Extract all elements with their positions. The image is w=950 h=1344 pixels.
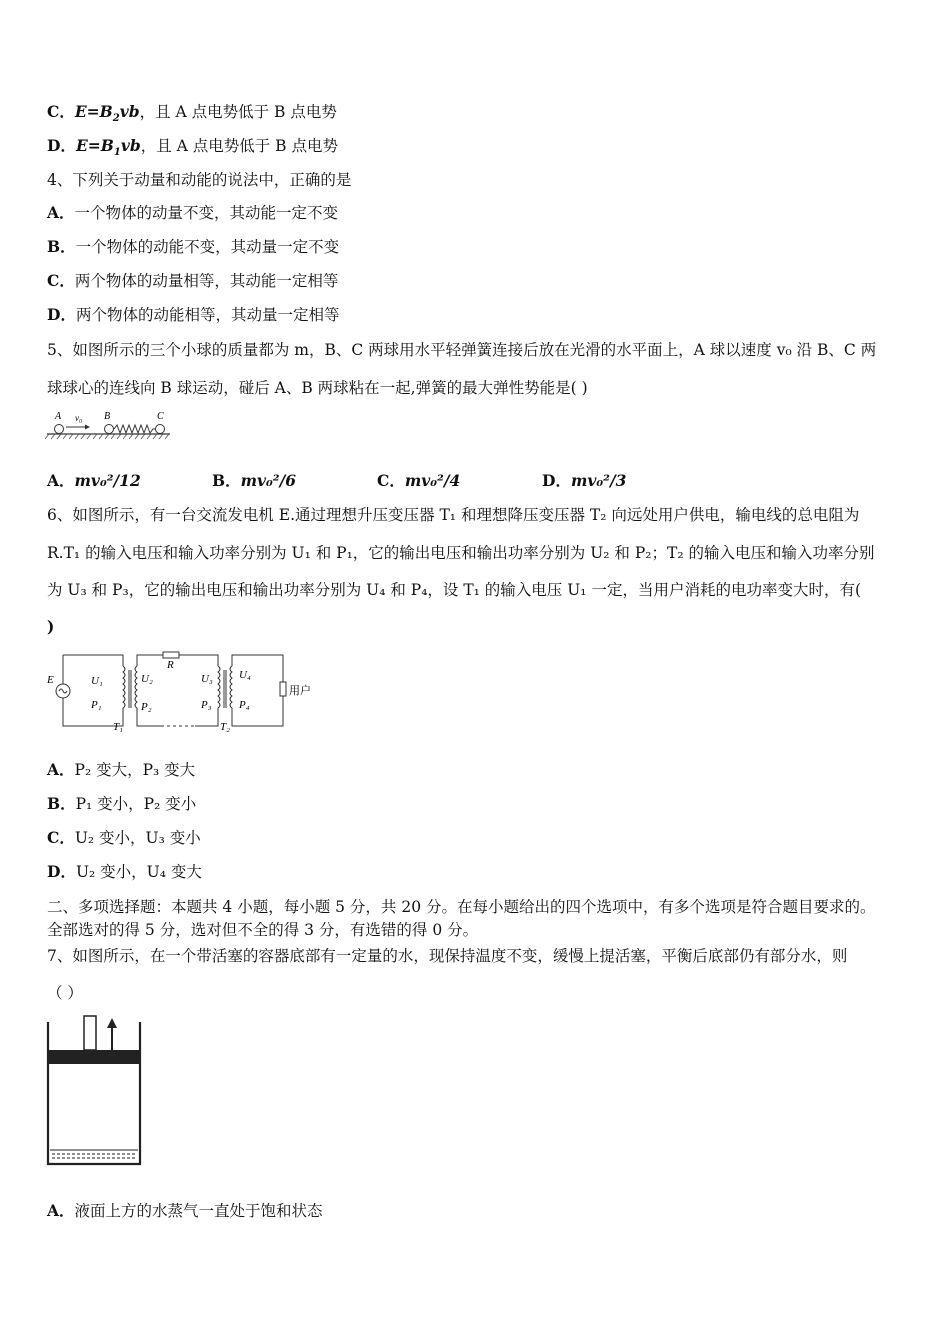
q5-stem-line1: 5、如图所示的三个小球的质量都为 m，B、C 两球用水平轻弹簧连接后放在光滑的水平面上，A 球以速度 v₀ 沿 B、C 两 — [47, 341, 877, 359]
q6-circuit-figure — [45, 650, 320, 738]
label-t2: T₂ — [220, 721, 230, 733]
label-a: A — [55, 411, 62, 422]
q6-option-d: D．U₂ 变小，U₄ 变大 — [47, 862, 202, 881]
q7-stem-line2: （ ） — [47, 984, 83, 1002]
label-e: E — [47, 674, 54, 686]
q6-stem-line3: 为 U₃ 和 P₃，它的输出电压和输出功率分别为 U₄ 和 P₄，设 T₁ 的输入电压 U₁ 一定，当用户消耗的电功率变大时，有( — [47, 581, 861, 599]
label-u2: U₂ — [141, 673, 153, 685]
q6-option-a: A．P₂ 变大，P₃ 变大 — [47, 760, 196, 779]
ball-c — [156, 425, 165, 434]
q5-option-c: C．mv₀²/4 — [377, 471, 461, 490]
q4-option-c: C．两个物体的动量相等，其动能一定相等 — [47, 271, 339, 290]
label-r: R — [167, 659, 174, 671]
q6-stem-line4: ) — [47, 617, 55, 636]
section2-heading-line1: 二、多项选择题：本题共 4 小题，每小题 5 分，共 20 分。在每小题给出的四个选项中，有多个选项是符合题目要求的。 — [47, 898, 876, 916]
spring — [114, 425, 155, 433]
q4-option-d: D．两个物体的动能相等，其动量一定相等 — [47, 305, 340, 324]
q3-option-c: C．$E=B_2vb$，且 A 点电势低于 B 点电势 — [47, 102, 337, 125]
label-c: C — [157, 411, 164, 422]
label-u1: U₁ — [91, 675, 103, 687]
q6-option-c: C．U₂ 变小，U₃ 变小 — [47, 828, 201, 847]
up-arrow-icon — [107, 1018, 117, 1028]
label-u4: U₄ — [239, 669, 251, 681]
q5-option-b: B．mv₀²/6 — [212, 471, 297, 490]
q6-option-b: B．P₁ 变小，P₂ 变小 — [47, 794, 197, 813]
label-p2: P₂ — [141, 701, 152, 713]
ball-a — [55, 425, 64, 434]
q6-stem-line2: R.T₁ 的输入电压和输入功率分别为 U₁ 和 P₁，它的输出电压和输出功率分别为 U₂ 和 P₂；T₂ 的输入电压和输入功率分别 — [47, 544, 875, 562]
label-b: B — [104, 411, 111, 422]
q4-stem: 4、下列关于动量和动能的说法中，正确的是 — [47, 171, 352, 189]
label-p1: P₁ — [91, 699, 102, 711]
q7-container-figure — [44, 1014, 146, 1170]
q5-stem-line2: 球球心的连线向 B 球运动，碰后 A、B 两球粘在一起,弹簧的最大弹性势能是( ) — [47, 379, 588, 397]
q5-figure — [45, 408, 175, 440]
q4-option-b: B．一个物体的动能不变，其动量一定不变 — [47, 237, 340, 256]
q7-option-a: A．液面上方的水蒸气一直处于饱和状态 — [47, 1201, 323, 1220]
q5-option-d: D．mv₀²/3 — [542, 471, 627, 490]
q3-option-d: D．$E=B_1vb$，且 A 点电势低于 B 点电势 — [47, 136, 338, 159]
label-u3: U₃ — [201, 673, 213, 685]
q7-stem-line1: 7、如图所示，在一个带活塞的容器底部有一定量的水，现保持温度不变，缓慢上提活塞，平衡后底部仍有部分水，则 — [47, 947, 848, 965]
section2-heading-line2: 全部选对的得 5 分，选对但不全的得 3 分，有选错的得 0 分。 — [47, 921, 479, 939]
ball-b — [105, 425, 114, 434]
water-layer — [50, 1150, 138, 1158]
piston — [49, 1050, 139, 1064]
q6-stem-line1: 6、如图所示，有一台交流发电机 E.通过理想升压变压器 T₁ 和理想降压变压器 T₂ 向远处用户供电，输电线的总电阻为 — [47, 506, 860, 524]
label-v0: v₀ — [75, 413, 83, 423]
label-t1: T₁ — [113, 721, 123, 733]
label-user: 用户 — [289, 685, 311, 697]
label-p4: P₄ — [239, 699, 250, 711]
q4-option-a: A．一个物体的动量不变，其动能一定不变 — [47, 203, 339, 222]
label-p3: P₃ — [201, 699, 212, 711]
piston-rod — [84, 1016, 96, 1050]
q5-option-a: A．mv₀²/12 — [47, 471, 141, 490]
